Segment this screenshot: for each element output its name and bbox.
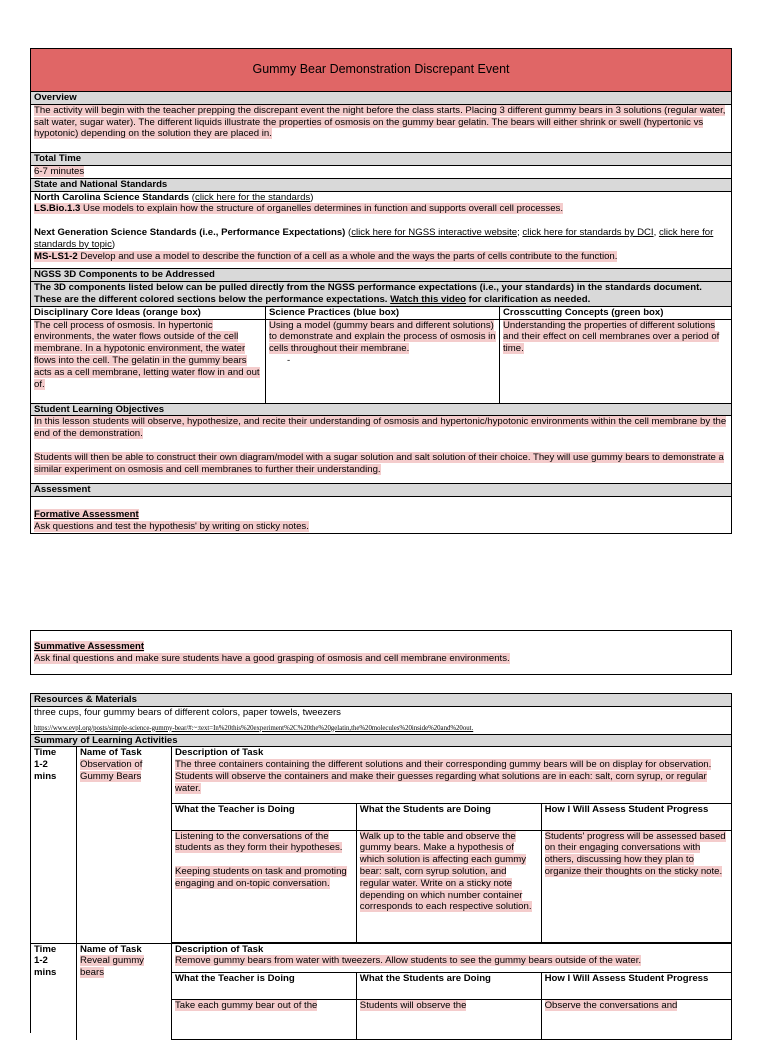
assess-cell: Students' progress will be assessed based on their engaging conversations with others, discussing how they plan to organize their thoughts on the sticky note. [541, 830, 731, 942]
total-time-header: Total Time [31, 153, 731, 166]
dci-column-header: Disciplinary Core Ideas (orange box) [34, 306, 201, 318]
crosscutting-column [499, 320, 731, 403]
nc-standard-code: LS.Bio.1.3 [34, 203, 81, 215]
activity-description-cell: Description of Task The three containers containing the different solutions and their corresponding gummy bears will be on display for observation. Students will observe the containers and make their guesses regarding what solutions are in each: salt, corn syrup, or regular water. What the Teacher is Doing What the Students are Doing How I Will Assess Student Progress Listening to the conversations of the students as they form their hypotheses. Keeping students on task and promoting engaging and on-topic conversation. Walk up to the table and observe the gummy bears. Make a hypothesis of which solution is affecting each gummy bear: salt, corn syrup solution, and regular water. Write on a sticky note depending on which number container corresponds to each respective solution. Students' progress will be assessed based on their engaging conversations with others, discussing how they plan to organize their thoughts on the sticky note. [171, 747, 731, 942]
activity-row [31, 747, 731, 943]
assess-cell: Observe the conversations and [541, 1000, 731, 1040]
standards-header: State and National Standards [31, 179, 731, 192]
crosscutting-column-header: Crosscutting Concepts (green box) [499, 307, 731, 319]
teacher-head: What the Teacher is Doing [172, 803, 357, 830]
total-time-section [31, 166, 731, 179]
summative-box [30, 630, 732, 675]
resources-section [31, 707, 731, 735]
nc-standard-entry [34, 203, 728, 215]
ngss-standards-label: Next Generation Science Standards (i.e., Performance Expectations) [34, 226, 346, 238]
nc-standards-line: North Carolina Science Standards (click here for the standards) [34, 191, 314, 203]
ngss3d-columns [31, 320, 731, 404]
objectives-p2: Students will then be able to construct their own diagram/model with a sugar solution and salt solution of their choice. They will use gummy bears to demonstrate a similar experiment on osmosis and cell membranes to further their understanding. [34, 451, 724, 475]
dci-column [31, 320, 265, 403]
resources-header: Resources & Materials [31, 694, 731, 707]
formative-text: Ask questions and test the hypothesis' by writing on sticky notes. [34, 520, 309, 532]
assess-head: How I Will Assess Student Progress [541, 973, 731, 1000]
ngss3d-intro: The 3D components listed below can be pulled directly from the NGSS performance expectations (i.e., your standards) in the standards document. These are the different colored sections below the performance expectations. Watch this video for clarification as needed. [31, 282, 731, 307]
students-head: What the Students are Doing [356, 973, 541, 1000]
objectives-header: Student Learning Objectives [31, 404, 731, 417]
ngss-website-link[interactable]: click here for NGSS interactive website [351, 226, 518, 238]
activity-time-cell: Time 1-2 mins [34, 943, 57, 979]
standards-section [31, 192, 731, 270]
ngss-dci-link[interactable]: click here for standards by DCI [522, 226, 654, 238]
ms-standard-code: MS-LS1-2 [34, 250, 78, 262]
practices-column [265, 320, 499, 403]
overview-text: The activity will begin with the teacher prepping the discrepant event the night before the class starts. Placing 3 different gummy bears in 3 solutions (regular water, salt water, sugar water). The different liquids illustrate the properties of osmosis on the gummy bear gelatin. The bears will either shrink or swell (hypertonic vs hypotonic) depending on the solution they are placed in. [34, 104, 726, 140]
activity-description-cell: Description of Task Remove gummy bears from water with tweezers. Allow students to see the gummy bears outside of the water. What the Teacher is Doing What the Students are Doing How I Will Assess Student Progress Take each gummy bear out of the Students will observe the Observe the conversations and [171, 944, 731, 1040]
total-time-value: 6-7 minutes [34, 165, 85, 177]
students-cell: Students will observe the [356, 1000, 541, 1040]
students-cell: Walk up to the table and observe the gummy bears. Make a hypothesis of which solution is affecting each gummy bear: salt, corn syrup solution, and regular water. Write on a sticky note depending on which number container corresponds to each respective solution. [356, 830, 541, 942]
activity-name-cell: Name of Task Observation of Gummy Bears [76, 747, 171, 942]
ngss3d-column-headers [31, 307, 731, 320]
teacher-cell: Listening to the conversations of the students as they form their hypotheses. Keeping students on task and promoting engaging and on-topic conversation. [172, 830, 357, 942]
students-head: What the Students are Doing [356, 803, 541, 830]
summary-header: Summary of Learning Activities [31, 735, 731, 748]
nc-standards-link[interactable]: click here for the standards [195, 191, 311, 203]
dci-text: The cell process of osmosis. In hypertonic environments, the water flows outside of the cell membrane. In a hypotonic environment, the water flows into the cell. The gelatin in the gummy bears acts as a cell membrane, letting water flow in and out of. [34, 319, 260, 390]
formative-section [31, 497, 731, 533]
practices-text: Using a model (gummy bears and different solutions) to demonstrate and explain the process of osmosis in cells throughout their membrane. [269, 319, 496, 355]
formative-label: Formative Assessment [34, 509, 139, 521]
practices-column-header: Science Practices (blue box) [265, 307, 499, 319]
nc-standard-text: Use models to explain how the structure of organelles determines in function and supports overall cell processes. [80, 203, 563, 215]
resources-url[interactable]: https://www.evpl.org/posts/simple-science-gummy-bear/#:~:text=In%20this%20experiment%2C%20the%20gelatin,the%20molecules%20inside%20and%20out. [34, 724, 474, 732]
activity-time-cell: Time 1-2 mins [34, 747, 57, 782]
activity-name-cell: Name of Task Reveal gummy bears [76, 944, 171, 1040]
activities-table [30, 693, 732, 1033]
teacher-cell: Take each gummy bear out of the [172, 1000, 357, 1040]
teacher-head: What the Teacher is Doing [172, 973, 357, 1000]
nc-standards-label: North Carolina Science Standards [34, 191, 190, 203]
overview-header: Overview [31, 92, 731, 105]
lesson-plan-table [30, 48, 732, 534]
page-title: Gummy Bear Demonstration Discrepant Event [31, 49, 731, 92]
assess-head: How I Will Assess Student Progress [541, 803, 731, 830]
activity-row [31, 944, 731, 1040]
objectives-section [31, 416, 731, 484]
ngss-topic-link[interactable]: click here for standards by topic [34, 226, 714, 250]
activity-subtable [171, 803, 732, 943]
ngss-standards-line: Next Generation Science Standards (i.e., Performance Expectations) (click here for NGSS interactive website; click here for standards by DCI, click here for standards by topic) [34, 226, 714, 250]
resources-text: three cups, four gummy bears of different colors, paper towels, tweezers [34, 706, 341, 718]
assessment-header: Assessment [31, 484, 731, 497]
summative-label: Summative Assessment [34, 641, 145, 652]
objectives-p1: In this lesson students will observe, hypothesize, and recite their understanding of osmosis and hypertonic/hypotonic environments within the cell membrane by the end of the demonstration. [34, 416, 727, 440]
ms-standard-text: Develop and use a model to describe the function of a cell as a whole and the ways the parts of cells contribute to the function. [77, 250, 618, 262]
watch-video-link[interactable]: Watch this video [390, 293, 467, 305]
ms-standard-entry [34, 251, 728, 263]
summative-text: Ask final questions and make sure students have a good grasping of osmosis and cell membrane environments. [34, 652, 510, 664]
ngss3d-header: NGSS 3D Components to be Addressed [31, 269, 731, 282]
practices-bullet: - [287, 354, 291, 366]
crosscutting-text: Understanding the properties of different solutions and their effect on cell membranes over a period of time. [503, 319, 720, 355]
activity-subtable [171, 972, 732, 1040]
overview-section [31, 105, 731, 153]
